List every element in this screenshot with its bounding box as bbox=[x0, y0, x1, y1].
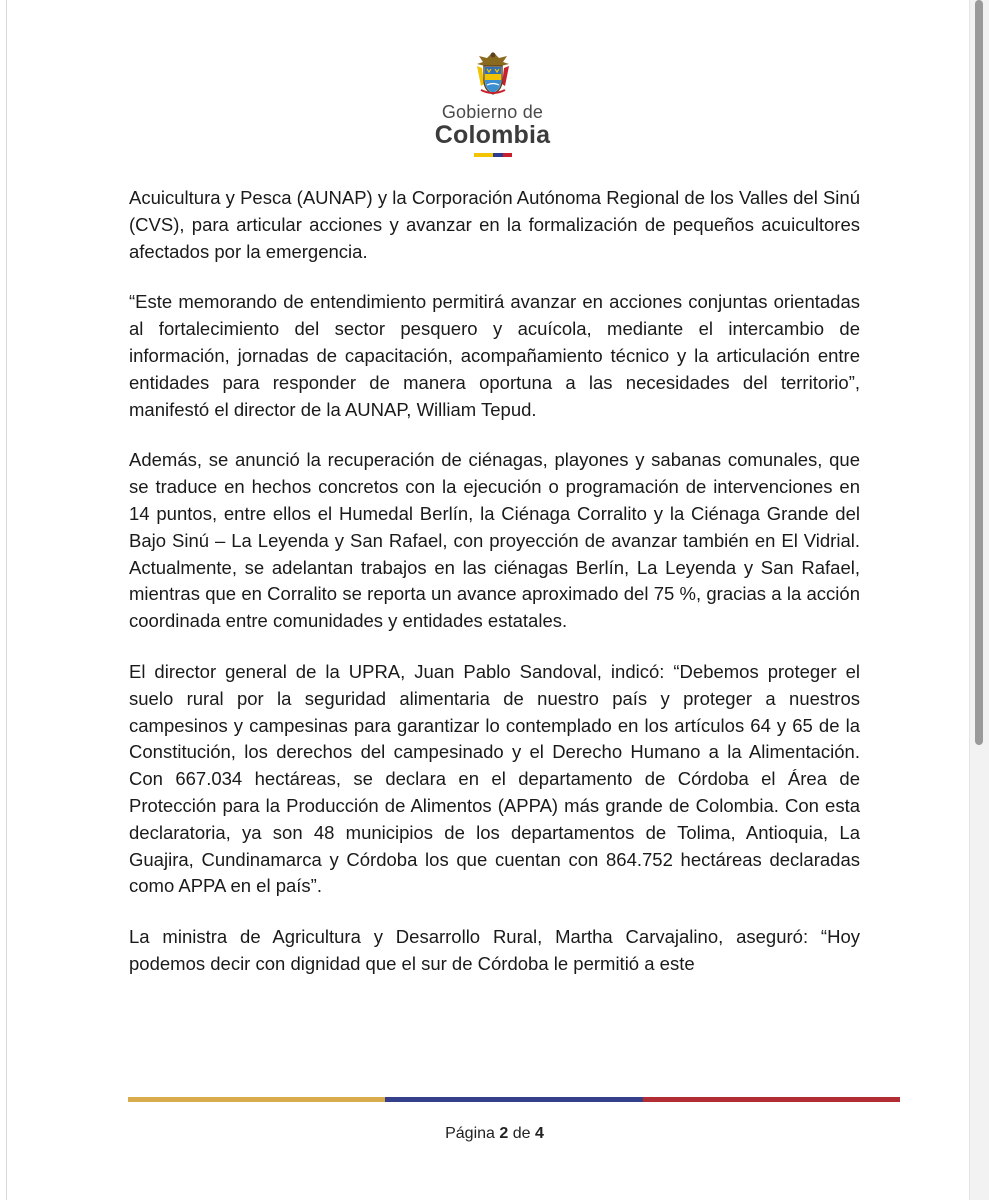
page-current: 2 bbox=[499, 1125, 509, 1142]
flag-stripe-yellow bbox=[474, 153, 493, 157]
paragraph: La ministra de Agricultura y Desarrollo Rural, Martha Carvajalino, aseguró: “Hoy podemos decir con dignidad que el sur de Córdoba le permitió a este bbox=[129, 926, 860, 974]
page-label: Página bbox=[445, 1125, 495, 1142]
vertical-scrollbar[interactable] bbox=[969, 0, 989, 1200]
page-total: 4 bbox=[534, 1125, 544, 1142]
flag-stripe-red bbox=[503, 153, 512, 157]
paragraph: El director general de la UPRA, Juan Pablo Sandoval, indicó: “Debemos proteger el suelo rural por la seguridad alimentaria de nuestro país y proteger a nuestros campesinos y campesinas para garantizar lo contemplado en los artículos 64 y 65 de la Constitución, los derechos del campesinado y el Derecho Humano a la Alimentación. Con 667.034 hectáreas, se declara en el departamento de Córdoba el Área de Protección para la Producción de Alimentos (APPA) más grande de Colombia. Con esta declaratoria, ya son 48 municipios de los departamentos de Tolima, Antioquia, La Guajira, Cundinamarca y Córdoba los que cuentan con 864.752 hectáreas declaradas como APPA en el país”. bbox=[129, 660, 860, 897]
logo-text-gobierno-de: Gobierno de bbox=[441, 102, 544, 122]
paragraph: “Este memorando de entendimiento permitirá avanzar en acciones conjuntas orientadas al fortalecimiento del sector pesquero y acuícola, mediante el intercambio de información, jornadas de capacitación, acompañamiento técnico y la articulación entre entidades para responder de manera oportuna a las necesidades del territorio”, manifestó el director de la AUNAP, William Tepud. bbox=[129, 291, 860, 420]
footer-bar-blue bbox=[385, 1097, 642, 1102]
footer-bar-red bbox=[643, 1097, 900, 1102]
logo-text-colombia: Colombia bbox=[434, 121, 551, 149]
page-number bbox=[0, 1125, 989, 1143]
page-left-border bbox=[6, 0, 7, 1200]
page-separator: de bbox=[512, 1125, 531, 1142]
document-body bbox=[129, 185, 860, 978]
scrollbar-thumb[interactable] bbox=[975, 0, 983, 745]
flag-stripe-blue bbox=[493, 153, 503, 157]
colombia-coat-of-arms-icon bbox=[430, 50, 555, 96]
footer-bar-gold bbox=[128, 1097, 385, 1102]
footer-color-bar bbox=[128, 1097, 900, 1102]
paragraph: Acuicultura y Pesca (AUNAP) y la Corporación Autónoma Regional de los Valles del Sinú (CVS), para articular acciones y avanzar en la formalización de pequeños acuicultores afectados por la emergencia. bbox=[129, 187, 860, 262]
paragraph: Además, se anunció la recuperación de ciénagas, playones y sabanas comunales, que se traduce en hechos concretos con la ejecución o programación de intervenciones en 14 puntos, entre ellos el Humedal Berlín, la Ciénaga Corralito y la Ciénaga Grande del Bajo Sinú – La Leyenda y San Rafael, con proyección de avanzar también en El Vidrial. Actualmente, se adelantan trabajos en las ciénagas Berlín, La Leyenda y San Rafael, mientras que en Corralito se reporta un avance aproximado del 75 %, gracias a la acción coordinada entre comunidades y entidades estatales. bbox=[129, 449, 860, 632]
logo-flag-stripe bbox=[474, 153, 512, 157]
gobierno-de-colombia-logo bbox=[430, 50, 555, 157]
